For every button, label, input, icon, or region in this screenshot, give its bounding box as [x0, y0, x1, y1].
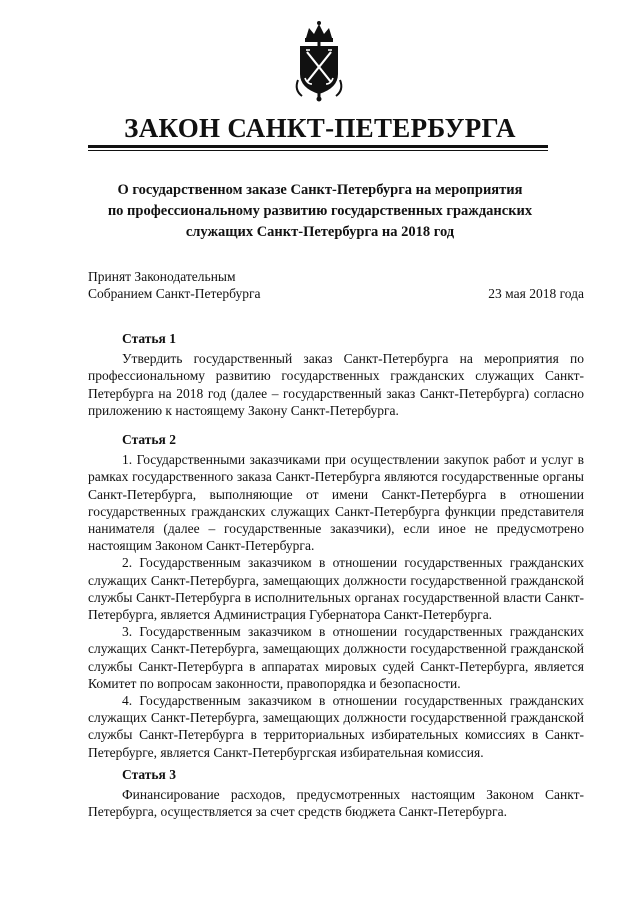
article-paragraph: Утвердить государственный заказ Санкт-Петербурга на мероприятия по профессиональному развитию государственных гражданских служащих Санкт-Петербурга на 2018 год (далее – государственный заказ Санкт-Петербурга) согласно приложению к настоящему Закону Санкт-Петербурга. — [88, 351, 584, 418]
adoption-body — [88, 268, 261, 302]
adoption-line: Собранием Санкт-Петербурга — [88, 286, 261, 301]
adoption-date: 23 мая 2018 года — [488, 286, 584, 301]
article-paragraph: 4. Государственным заказчиком в отношении государственных гражданских служащих Санкт-Петербурга, замещающих должности государственной гражданской службы Санкт-Петербурга в территориальных избирательных комиссиях в Санкт-Петербурге, является Санкт-Петербургская избирательная комиссия. — [88, 693, 584, 760]
article-paragraph: Финансирование расходов, предусмотренных настоящим Законом Санкт-Петербурга, осуществляется за счет средств бюджета Санкт-Петербурга. — [88, 787, 584, 820]
article-heading: Статья 3 — [122, 767, 176, 782]
article-heading: Статья 1 — [122, 331, 176, 346]
article-3 — [88, 766, 584, 821]
subject-line: по профессиональному развитию государственных гражданских — [107, 203, 533, 219]
adoption-line: Принят Законодательным — [88, 269, 236, 284]
article-paragraph: 2. Государственным заказчиком в отношении государственных гражданских служащих Санкт-Петербурга, замещающих должности государственной гражданской службы Санкт-Петербурга в исполнительных органах государственной власти Санкт-Петербурга, является Администрация Губернатора Санкт-Петербурга. — [88, 555, 584, 623]
article-paragraph: 1. Государственными заказчиками при осуществлении закупок работ и услуг в рамках государственного заказа Санкт-Петербурга являются государственные органы Санкт-Петербурга, выполняющие от имени Санкт-Петербурга в отношении государственных гражданских служащих Санкт-Петербурга функции представителя нанимателя (далее – государственные заказчики), если иное не предусмотрено настоящим Законом Санкт-Петербурга. — [88, 452, 584, 554]
article-2 — [88, 431, 584, 761]
law-title: ЗАКОН САНКТ-ПЕТЕРБУРГА — [124, 113, 516, 143]
coat-of-arms-icon — [292, 20, 346, 102]
subject-line: служащих Санкт-Петербурга на 2018 год — [185, 224, 455, 240]
law-subject — [80, 180, 560, 243]
article-heading: Статья 2 — [122, 432, 176, 447]
title-rule-thin — [88, 150, 548, 151]
subject-line: О государственном заказе Санкт-Петербурга на мероприятия — [117, 182, 523, 198]
article-1 — [88, 330, 584, 419]
title-rule-thick — [88, 145, 548, 148]
article-paragraph: 3. Государственным заказчиком в отношении государственных гражданских служащих Санкт-Петербурга, замещающих должности государственной гражданской службы Санкт-Петербурга в аппаратах мировых судей Санкт-Петербурга, является Комитет по вопросам законности, правопорядка и безопасности. — [88, 624, 584, 691]
